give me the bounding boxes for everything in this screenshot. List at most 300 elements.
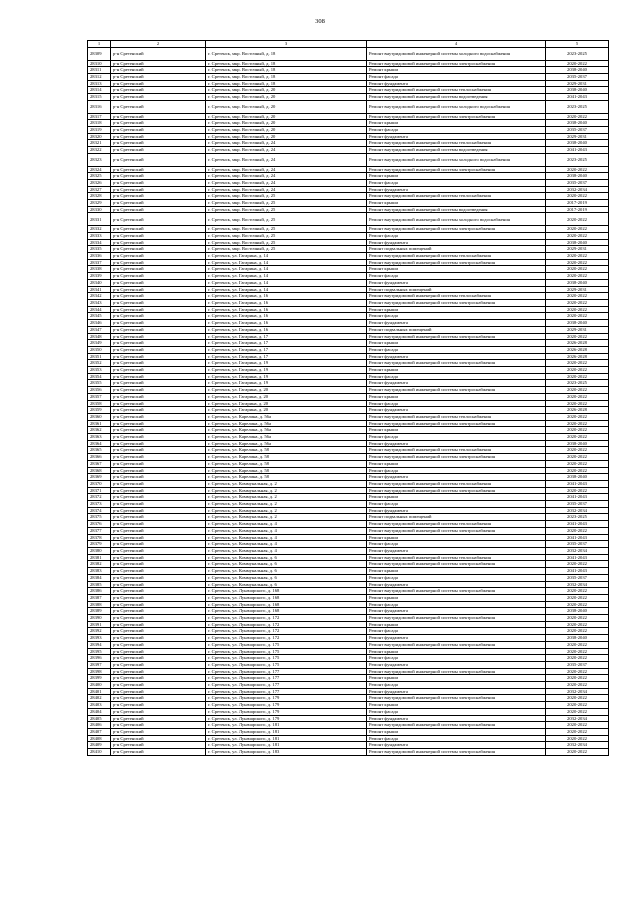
district-cell: р-н Сретенский xyxy=(111,67,206,74)
period-cell: 2032-2034 xyxy=(546,548,609,555)
work-type-cell: Ремонт фундамента xyxy=(367,353,546,360)
table-row xyxy=(88,173,609,180)
work-type-cell: Ремонт фасада xyxy=(367,126,546,133)
work-type-cell: Ремонт фундамента xyxy=(367,581,546,588)
address-cell: г. Сретенск, мкр. Восточный, д. 20 xyxy=(206,100,367,113)
table-row xyxy=(88,100,609,113)
district-cell: р-н Сретенский xyxy=(111,286,206,293)
row-number-cell: 28380 xyxy=(88,548,111,555)
table-row xyxy=(88,722,609,729)
district-cell: р-н Сретенский xyxy=(111,200,206,207)
work-type-cell: Ремонт крыши xyxy=(367,494,546,501)
period-cell: 2038-2040 xyxy=(546,140,609,147)
table-row xyxy=(88,594,609,601)
address-cell: г. Сретенск, мкр. Восточный, д. 18 xyxy=(206,67,367,74)
address-cell: г. Сретенск, мкр. Восточный, д. 25 xyxy=(206,239,367,246)
address-cell: г. Сретенск, мкр. Восточный, д. 25 xyxy=(206,206,367,213)
row-number-cell: 28309 xyxy=(88,47,111,60)
row-number-cell: 28400 xyxy=(88,682,111,689)
work-type-cell: Ремонт внутридомовой инженерной системы электроснабжения xyxy=(367,615,546,622)
address-cell: г. Сретенск, ул. Луначарского, д. 179 xyxy=(206,702,367,709)
table-row xyxy=(88,474,609,481)
address-cell: г. Сретенск, ул. Коммунальная, д. 2 xyxy=(206,507,367,514)
row-number-cell: 28328 xyxy=(88,193,111,200)
table-row xyxy=(88,708,609,715)
district-cell: р-н Сретенский xyxy=(111,594,206,601)
row-number-cell: 28312 xyxy=(88,73,111,80)
period-cell: 2020-2022 xyxy=(546,393,609,400)
district-cell: р-н Сретенский xyxy=(111,120,206,127)
work-type-cell: Ремонт фасада xyxy=(367,601,546,608)
table-row xyxy=(88,695,609,702)
district-cell: р-н Сретенский xyxy=(111,440,206,447)
row-number-cell: 28405 xyxy=(88,715,111,722)
address-cell: г. Сретенск, ул. Гагарина, д. 14 xyxy=(206,279,367,286)
row-number-cell: 28358 xyxy=(88,400,111,407)
table-row xyxy=(88,360,609,367)
work-type-cell: Ремонт подвальных помещений xyxy=(367,286,546,293)
table-header-row xyxy=(88,41,609,48)
period-cell: 2020-2022 xyxy=(546,213,609,226)
work-type-cell: Ремонт фундамента xyxy=(367,608,546,615)
period-cell: 2026-2028 xyxy=(546,353,609,360)
period-cell: 2020-2022 xyxy=(546,313,609,320)
work-type-cell: Ремонт крыши xyxy=(367,675,546,682)
period-cell: 2020-2022 xyxy=(546,447,609,454)
table-row xyxy=(88,521,609,528)
address-cell: г. Сретенск, ул. Коммунальная, д. 6 xyxy=(206,554,367,561)
row-number-cell: 28393 xyxy=(88,635,111,642)
work-type-cell: Ремонт внутридомовой инженерной системы теплоснабжения xyxy=(367,447,546,454)
row-number-cell: 28395 xyxy=(88,648,111,655)
work-type-cell: Ремонт внутридомовой инженерной системы электроснабжения xyxy=(367,695,546,702)
period-cell: 2032-2034 xyxy=(546,688,609,695)
row-number-cell: 28379 xyxy=(88,541,111,548)
table-row xyxy=(88,200,609,207)
work-type-cell: Ремонт крыши xyxy=(367,306,546,313)
address-cell: г. Сретенск, ул. Луначарского, д. 179 xyxy=(206,708,367,715)
period-cell: 2023-2025 xyxy=(546,153,609,166)
row-number-cell: 28313 xyxy=(88,80,111,87)
district-cell: р-н Сретенский xyxy=(111,695,206,702)
period-cell: 2020-2022 xyxy=(546,695,609,702)
work-type-cell: Ремонт фундамента xyxy=(367,407,546,414)
district-cell: р-н Сретенский xyxy=(111,279,206,286)
district-cell: р-н Сретенский xyxy=(111,588,206,595)
row-number-cell: 28373 xyxy=(88,501,111,508)
work-type-cell: Ремонт фундамента xyxy=(367,742,546,749)
period-cell: 2020-2022 xyxy=(546,273,609,280)
row-number-cell: 28383 xyxy=(88,568,111,575)
row-number-cell: 28361 xyxy=(88,420,111,427)
period-cell: 2020-2022 xyxy=(546,668,609,675)
work-type-cell: Ремонт подвальных помещений xyxy=(367,246,546,253)
table-row xyxy=(88,641,609,648)
row-number-cell: 28314 xyxy=(88,87,111,94)
address-cell: г. Сретенск, ул. Карелина, д. 58 xyxy=(206,474,367,481)
address-cell: г. Сретенск, ул. Гагарина, д. 14 xyxy=(206,266,367,273)
row-number-cell: 28369 xyxy=(88,474,111,481)
district-cell: р-н Сретенский xyxy=(111,87,206,94)
row-number-cell: 28362 xyxy=(88,427,111,434)
address-cell: г. Сретенск, ул. Коммунальная, д. 4 xyxy=(206,534,367,541)
table-row xyxy=(88,87,609,94)
row-number-cell: 28371 xyxy=(88,487,111,494)
work-type-cell: Ремонт внутридомовой инженерной системы электроснабжения xyxy=(367,387,546,394)
district-cell: р-н Сретенский xyxy=(111,293,206,300)
row-number-cell: 28364 xyxy=(88,440,111,447)
table-row xyxy=(88,259,609,266)
row-number-cell: 28348 xyxy=(88,333,111,340)
district-cell: р-н Сретенский xyxy=(111,507,206,514)
work-type-cell: Ремонт внутридомовой инженерной системы электроснабжения xyxy=(367,226,546,233)
work-type-cell: Ремонт фасада xyxy=(367,467,546,474)
address-cell: г. Сретенск, ул. Коммунальная, д. 2 xyxy=(206,514,367,521)
table-row xyxy=(88,420,609,427)
row-number-cell: 28319 xyxy=(88,126,111,133)
work-type-cell: Ремонт внутридомовой инженерной системы холодного водоснабжения xyxy=(367,153,546,166)
row-number-cell: 28337 xyxy=(88,259,111,266)
work-type-cell: Ремонт крыши xyxy=(367,621,546,628)
work-type-cell: Ремонт фасада xyxy=(367,73,546,80)
district-cell: р-н Сретенский xyxy=(111,47,206,60)
address-cell: г. Сретенск, мкр. Восточный, д. 20 xyxy=(206,94,367,101)
district-cell: р-н Сретенский xyxy=(111,420,206,427)
period-cell: 2041-2043 xyxy=(546,494,609,501)
period-cell: 2020-2022 xyxy=(546,113,609,120)
table-row xyxy=(88,373,609,380)
district-cell: р-н Сретенский xyxy=(111,749,206,756)
period-cell: 2020-2022 xyxy=(546,259,609,266)
address-cell: г. Сретенск, ул. Луначарского, д. 179 xyxy=(206,695,367,702)
period-cell: 2041-2043 xyxy=(546,480,609,487)
row-number-cell: 28351 xyxy=(88,353,111,360)
work-type-cell: Ремонт фундамента xyxy=(367,688,546,695)
district-cell: р-н Сретенский xyxy=(111,447,206,454)
district-cell: р-н Сретенский xyxy=(111,561,206,568)
district-cell: р-н Сретенский xyxy=(111,722,206,729)
period-cell: 2020-2022 xyxy=(546,648,609,655)
table-row xyxy=(88,655,609,662)
district-cell: р-н Сретенский xyxy=(111,534,206,541)
district-cell: р-н Сретенский xyxy=(111,434,206,441)
district-cell: р-н Сретенский xyxy=(111,501,206,508)
period-cell: 2023-2025 xyxy=(546,514,609,521)
district-cell: р-н Сретенский xyxy=(111,147,206,154)
district-cell: р-н Сретенский xyxy=(111,574,206,581)
table-row xyxy=(88,588,609,595)
work-type-cell: Ремонт фундамента xyxy=(367,548,546,555)
address-cell: г. Сретенск, ул. Луначарского, д. 168 xyxy=(206,601,367,608)
address-cell: г. Сретенск, ул. Луначарского, д. 175 xyxy=(206,655,367,662)
period-cell: 2020-2022 xyxy=(546,561,609,568)
address-cell: г. Сретенск, ул. Гагарина, д. 20 xyxy=(206,407,367,414)
district-cell: р-н Сретенский xyxy=(111,320,206,327)
work-type-cell: Ремонт крыши xyxy=(367,200,546,207)
table-row xyxy=(88,554,609,561)
row-number-cell: 28357 xyxy=(88,393,111,400)
table-row xyxy=(88,239,609,246)
district-cell: р-н Сретенский xyxy=(111,407,206,414)
work-type-cell: Ремонт фундамента xyxy=(367,133,546,140)
address-cell: г. Сретенск, ул. Карелина, д. 56а xyxy=(206,434,367,441)
table-row xyxy=(88,574,609,581)
table-row xyxy=(88,702,609,709)
period-cell: 2020-2022 xyxy=(546,226,609,233)
work-type-cell: Ремонт фундамента xyxy=(367,80,546,87)
period-cell: 2029-2031 xyxy=(546,246,609,253)
row-number-cell: 28402 xyxy=(88,695,111,702)
table-row xyxy=(88,447,609,454)
table-row xyxy=(88,668,609,675)
work-type-cell: Ремонт фасада xyxy=(367,735,546,742)
row-number-cell: 28403 xyxy=(88,702,111,709)
district-cell: р-н Сретенский xyxy=(111,153,206,166)
address-cell: г. Сретенск, ул. Коммунальная, д. 6 xyxy=(206,568,367,575)
row-number-cell: 28387 xyxy=(88,594,111,601)
period-cell: 2026-2028 xyxy=(546,346,609,353)
district-cell: р-н Сретенский xyxy=(111,661,206,668)
table-row xyxy=(88,728,609,735)
work-type-cell: Ремонт внутридомовой инженерной системы водоотведения xyxy=(367,206,546,213)
work-type-cell: Ремонт крыши xyxy=(367,568,546,575)
district-cell: р-н Сретенский xyxy=(111,259,206,266)
district-cell: р-н Сретенский xyxy=(111,708,206,715)
row-number-cell: 28341 xyxy=(88,286,111,293)
address-cell: г. Сретенск, мкр. Восточный, д. 18 xyxy=(206,47,367,60)
address-cell: г. Сретенск, ул. Луначарского, д. 181 xyxy=(206,735,367,742)
column-header: 4 xyxy=(367,41,546,48)
row-number-cell: 28340 xyxy=(88,279,111,286)
period-cell: 2029-2031 xyxy=(546,286,609,293)
district-cell: р-н Сретенский xyxy=(111,387,206,394)
district-cell: р-н Сретенский xyxy=(111,474,206,481)
address-cell: г. Сретенск, ул. Гагарина, д. 14 xyxy=(206,253,367,260)
row-number-cell: 28396 xyxy=(88,655,111,662)
district-cell: р-н Сретенский xyxy=(111,688,206,695)
period-cell: 2020-2022 xyxy=(546,628,609,635)
period-cell: 2020-2022 xyxy=(546,420,609,427)
address-cell: г. Сретенск, мкр. Восточный, д. 25 xyxy=(206,213,367,226)
address-cell: г. Сретенск, ул. Гагарина, д. 20 xyxy=(206,387,367,394)
district-cell: р-н Сретенский xyxy=(111,299,206,306)
table-row xyxy=(88,113,609,120)
table-row xyxy=(88,213,609,226)
address-cell: г. Сретенск, ул. Гагарина, д. 17 xyxy=(206,353,367,360)
row-number-cell: 28316 xyxy=(88,100,111,113)
district-cell: р-н Сретенский xyxy=(111,60,206,67)
period-cell: 2020-2022 xyxy=(546,708,609,715)
address-cell: г. Сретенск, ул. Луначарского, д. 168 xyxy=(206,594,367,601)
table-row xyxy=(88,561,609,568)
work-type-cell: Ремонт подвальных помещений xyxy=(367,326,546,333)
table-row xyxy=(88,120,609,127)
address-cell: г. Сретенск, ул. Коммунальная, д. 2 xyxy=(206,494,367,501)
address-cell: г. Сретенск, мкр. Восточный, д. 24 xyxy=(206,153,367,166)
table-row xyxy=(88,742,609,749)
address-cell: г. Сретенск, ул. Гагарина, д. 19 xyxy=(206,360,367,367)
work-type-cell: Ремонт крыши xyxy=(367,67,546,74)
period-cell: 2020-2022 xyxy=(546,682,609,689)
row-number-cell: 28354 xyxy=(88,373,111,380)
period-cell: 2020-2022 xyxy=(546,460,609,467)
period-cell: 2020-2022 xyxy=(546,387,609,394)
work-type-cell: Ремонт внутридомовой инженерной системы электроснабжения xyxy=(367,166,546,173)
district-cell: р-н Сретенский xyxy=(111,521,206,528)
work-type-cell: Ремонт фундамента xyxy=(367,507,546,514)
period-cell: 2017-2019 xyxy=(546,206,609,213)
work-type-cell: Ремонт внутридомовой инженерной системы теплоснабжения xyxy=(367,253,546,260)
address-cell: г. Сретенск, ул. Карелина, д. 58 xyxy=(206,447,367,454)
table-row xyxy=(88,147,609,154)
row-number-cell: 28375 xyxy=(88,514,111,521)
period-cell: 2020-2022 xyxy=(546,400,609,407)
table-row xyxy=(88,675,609,682)
work-type-cell: Ремонт внутридомовой инженерной системы теплоснабжения xyxy=(367,554,546,561)
address-cell: г. Сретенск, ул. Гагарина, д. 14 xyxy=(206,273,367,280)
period-cell: 2029-2031 xyxy=(546,326,609,333)
work-type-cell: Ремонт фасада xyxy=(367,682,546,689)
work-type-cell: Ремонт внутридомовой инженерной системы теплоснабжения xyxy=(367,293,546,300)
row-number-cell: 28365 xyxy=(88,447,111,454)
period-cell: 2020-2022 xyxy=(546,306,609,313)
district-cell: р-н Сретенский xyxy=(111,413,206,420)
district-cell: р-н Сретенский xyxy=(111,186,206,193)
table-row xyxy=(88,615,609,622)
work-type-cell: Ремонт фундамента xyxy=(367,279,546,286)
row-number-cell: 28374 xyxy=(88,507,111,514)
table-row xyxy=(88,715,609,722)
address-cell: г. Сретенск, мкр. Восточный, д. 20 xyxy=(206,113,367,120)
period-cell: 2035-2037 xyxy=(546,541,609,548)
period-cell: 2020-2022 xyxy=(546,641,609,648)
address-cell: г. Сретенск, ул. Коммунальная, д. 4 xyxy=(206,527,367,534)
row-number-cell: 28333 xyxy=(88,232,111,239)
table-row xyxy=(88,527,609,534)
row-number-cell: 28370 xyxy=(88,480,111,487)
table-row xyxy=(88,682,609,689)
period-cell: 2038-2040 xyxy=(546,239,609,246)
district-cell: р-н Сретенский xyxy=(111,306,206,313)
table-row xyxy=(88,293,609,300)
row-number-cell: 28388 xyxy=(88,601,111,608)
work-type-cell: Ремонт внутридомовой инженерной системы электроснабжения xyxy=(367,527,546,534)
table-row xyxy=(88,467,609,474)
district-cell: р-н Сретенский xyxy=(111,728,206,735)
address-cell: г. Сретенск, мкр. Восточный, д. 20 xyxy=(206,120,367,127)
row-number-cell: 28386 xyxy=(88,588,111,595)
district-cell: р-н Сретенский xyxy=(111,568,206,575)
district-cell: р-н Сретенский xyxy=(111,213,206,226)
period-cell: 2020-2022 xyxy=(546,360,609,367)
row-number-cell: 28315 xyxy=(88,94,111,101)
period-cell: 2020-2022 xyxy=(546,413,609,420)
work-type-cell: Ремонт фундамента xyxy=(367,635,546,642)
row-number-cell: 28323 xyxy=(88,153,111,166)
district-cell: р-н Сретенский xyxy=(111,340,206,347)
work-type-cell: Ремонт фасада xyxy=(367,574,546,581)
district-cell: р-н Сретенский xyxy=(111,380,206,387)
district-cell: р-н Сретенский xyxy=(111,742,206,749)
table-row xyxy=(88,427,609,434)
address-cell: г. Сретенск, ул. Гагарина, д. 16 xyxy=(206,299,367,306)
work-type-cell: Ремонт фасада xyxy=(367,655,546,662)
row-number-cell: 28339 xyxy=(88,273,111,280)
address-cell: г. Сретенск, ул. Коммунальная, д. 6 xyxy=(206,574,367,581)
address-cell: г. Сретенск, ул. Коммунальная, д. 4 xyxy=(206,541,367,548)
period-cell: 2032-2034 xyxy=(546,507,609,514)
row-number-cell: 28363 xyxy=(88,434,111,441)
column-header: 2 xyxy=(111,41,206,48)
row-number-cell: 28407 xyxy=(88,728,111,735)
address-cell: г. Сретенск, мкр. Восточный, д. 20 xyxy=(206,133,367,140)
address-cell: г. Сретенск, ул. Луначарского, д. 172 xyxy=(206,635,367,642)
table-row xyxy=(88,253,609,260)
district-cell: р-н Сретенский xyxy=(111,648,206,655)
table-row xyxy=(88,179,609,186)
period-cell: 2038-2040 xyxy=(546,67,609,74)
address-cell: г. Сретенск, ул. Луначарского, д. 172 xyxy=(206,615,367,622)
table-row xyxy=(88,273,609,280)
row-number-cell: 28384 xyxy=(88,574,111,581)
period-cell: 2020-2022 xyxy=(546,675,609,682)
period-cell: 2041-2043 xyxy=(546,568,609,575)
work-type-cell: Ремонт крыши xyxy=(367,594,546,601)
row-number-cell: 28336 xyxy=(88,253,111,260)
table-row xyxy=(88,299,609,306)
row-number-cell: 28389 xyxy=(88,608,111,615)
table-row xyxy=(88,480,609,487)
period-cell: 2041-2043 xyxy=(546,554,609,561)
address-cell: г. Сретенск, ул. Гагарина, д. 16 xyxy=(206,326,367,333)
work-type-cell: Ремонт фасада xyxy=(367,179,546,186)
work-type-cell: Ремонт фундамента xyxy=(367,715,546,722)
row-number-cell: 28329 xyxy=(88,200,111,207)
work-type-cell: Ремонт фасада xyxy=(367,273,546,280)
district-cell: р-н Сретенский xyxy=(111,266,206,273)
work-type-cell: Ремонт внутридомовой инженерной системы электроснабжения xyxy=(367,333,546,340)
period-cell: 2020-2022 xyxy=(546,166,609,173)
row-number-cell: 28391 xyxy=(88,621,111,628)
work-type-cell: Ремонт внутридомовой инженерной системы холодного водоснабжения xyxy=(367,213,546,226)
period-cell: 2041-2043 xyxy=(546,534,609,541)
column-header: 5 xyxy=(546,41,609,48)
address-cell: г. Сретенск, ул. Луначарского, д. 168 xyxy=(206,588,367,595)
address-cell: г. Сретенск, ул. Гагарина, д. 16 xyxy=(206,313,367,320)
address-cell: г. Сретенск, ул. Карелина, д. 56а xyxy=(206,440,367,447)
table-row xyxy=(88,581,609,588)
address-cell: г. Сретенск, ул. Луначарского, д. 179 xyxy=(206,715,367,722)
address-cell: г. Сретенск, ул. Коммунальная, д. 6 xyxy=(206,581,367,588)
district-cell: р-н Сретенский xyxy=(111,628,206,635)
period-cell: 2023-2025 xyxy=(546,100,609,113)
table-row xyxy=(88,126,609,133)
district-cell: р-н Сретенский xyxy=(111,715,206,722)
address-cell: г. Сретенск, ул. Гагарина, д. 17 xyxy=(206,333,367,340)
work-type-cell: Ремонт крыши xyxy=(367,120,546,127)
address-cell: г. Сретенск, ул. Луначарского, д. 181 xyxy=(206,728,367,735)
work-type-cell: Ремонт фундамента xyxy=(367,186,546,193)
district-cell: р-н Сретенский xyxy=(111,460,206,467)
table-row xyxy=(88,534,609,541)
work-type-cell: Ремонт крыши xyxy=(367,393,546,400)
row-number-cell: 28355 xyxy=(88,380,111,387)
district-cell: р-н Сретенский xyxy=(111,480,206,487)
address-cell: г. Сретенск, ул. Карелина, д. 58 xyxy=(206,454,367,461)
period-cell: 2020-2022 xyxy=(546,434,609,441)
address-cell: г. Сретенск, ул. Коммунальная, д. 4 xyxy=(206,548,367,555)
table-row xyxy=(88,628,609,635)
